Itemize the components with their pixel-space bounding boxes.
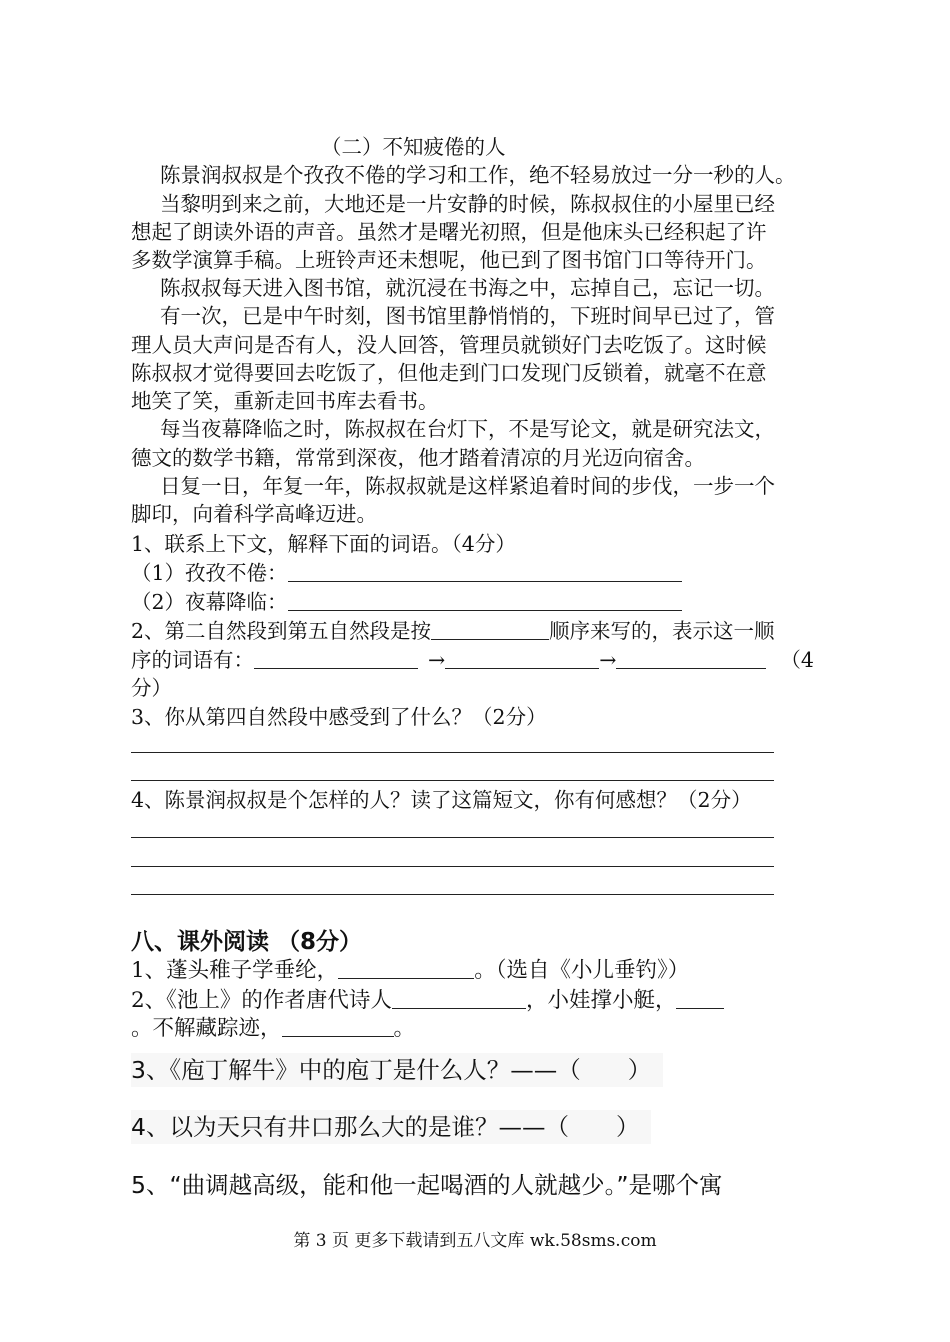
section-8-heading: 八、课外阅读 （8分） xyxy=(131,929,363,955)
answer-line-4b[interactable] xyxy=(131,866,774,867)
question-1b xyxy=(131,588,682,616)
answer-line-4c[interactable] xyxy=(131,894,774,895)
section-8-question-2-line-1 xyxy=(131,986,724,1016)
answer-blank-2-word-3[interactable] xyxy=(616,648,766,669)
answer-blank-1a[interactable] xyxy=(288,561,682,582)
arrow-1: → xyxy=(428,648,446,672)
answer-blank-2-word-1[interactable] xyxy=(254,648,418,669)
section-8-question-1 xyxy=(131,956,689,986)
s8-answer-blank-poet[interactable] xyxy=(392,988,526,1009)
s8-q2-text-d: 。 xyxy=(393,1016,416,1041)
s8-q1-text-b: 。（选自《小儿垂钓》） xyxy=(474,958,690,983)
paragraph-2-line-3: 多数学演算手稿。上班铃声还未想呢，他已到了图书馆门口等待开门。 xyxy=(131,248,767,272)
question-1: 1、联系上下文，解释下面的词语。（4分） xyxy=(131,532,516,556)
section-8-question-4: 4、以为天只有井口那么大的是谁？——（ ） xyxy=(131,1110,651,1144)
question-2-text-a: 2、第二自然段到第五自然段是按 xyxy=(131,619,432,643)
paragraph-5-line-1: 每当夜幕降临之时，陈叔叔在台灯下，不是写论文，就是研究法文， xyxy=(160,417,775,441)
section-title: （二）不知疲倦的人 xyxy=(321,135,506,159)
question-2-line-1 xyxy=(131,617,775,645)
s8-q2-text-a: 2、《池上》的作者唐代诗人 xyxy=(131,988,392,1013)
paragraph-3: 陈叔叔每天进入图书馆，就沉浸在书海之中，忘掉自己，忘记一切。 xyxy=(160,276,775,300)
question-4: 4、陈景润叔叔是个怎样的人？读了这篇短文，你有何感想？（2分） xyxy=(131,788,752,812)
question-3: 3、你从第四自然段中感受到了什么？（2分） xyxy=(131,705,547,729)
s8-q1-text-a: 1、蓬头稚子学垂纶， xyxy=(131,958,339,983)
paragraph-4-line-3: 陈叔叔才觉得要回去吃饭了，但他走到门口发现门反锁着，就毫不在意 xyxy=(131,361,767,385)
answer-line-3a[interactable] xyxy=(131,752,774,753)
paragraph-4-line-4: 地笑了笑，重新走回书库去看书。 xyxy=(131,389,439,413)
answer-blank-2-order[interactable] xyxy=(431,619,549,640)
paragraph-5-line-2: 德文的数学书籍，常常到深夜，他才踏着清凉的月光迈向宿舍。 xyxy=(131,446,705,470)
question-1a xyxy=(131,559,682,587)
answer-line-4a[interactable] xyxy=(131,837,774,838)
paragraph-4-line-2: 理人员大声问是否有人，没人回答，管理员就锁好门去吃饭了。这时候 xyxy=(131,333,767,357)
s8-answer-blank-line-2[interactable] xyxy=(282,1016,394,1037)
s8-answer-blank-line-1[interactable] xyxy=(676,988,724,1009)
question-1b-label: （2）夜幕降临： xyxy=(131,590,288,614)
paragraph-2-line-2: 想起了朗读外语的声音。虽然才是曙光初照，但是他床头已经积起了许 xyxy=(131,220,767,244)
question-2-line-2 xyxy=(131,646,814,674)
section-8-question-3: 3、《庖丁解牛》中的庖丁是什么人？——（ ） xyxy=(131,1053,663,1087)
paragraph-2-line-1: 当黎明到来之前，大地还是一片安静的时候，陈叔叔住的小屋里已经 xyxy=(160,192,775,216)
question-2-text-b: 顺序来写的，表示这一顺 xyxy=(549,619,775,643)
question-1a-label: （1）孜孜不倦： xyxy=(131,561,288,585)
s8-q2-text-b: ，小娃撑小艇， xyxy=(525,988,677,1013)
section-8-question-5: 5、“曲调越高级，能和他一起喝酒的人就越少。”是哪个寓 xyxy=(131,1168,735,1202)
paragraph-6-line-2: 脚印，向着科学高峰迈进。 xyxy=(131,502,377,526)
paragraph-4-line-1: 有一次，已是中午时刻，图书馆里静悄悄的，下班时间早已过了，管 xyxy=(160,304,775,328)
s8-q2-text-c: 。不解藏踪迹， xyxy=(131,1016,282,1041)
paragraph-6-line-1: 日复一日，年复一年，陈叔叔就是这样紧追着时间的步伐，一步一个 xyxy=(160,474,775,498)
question-2-score-b: 分） xyxy=(131,676,172,700)
answer-line-3b[interactable] xyxy=(131,780,774,781)
arrow-2: → xyxy=(599,648,617,672)
page-footer: 第 3 页 更多下载请到五八文库 wk.58sms.com xyxy=(293,1231,657,1251)
question-2-score-a: （4 xyxy=(780,648,814,672)
section-8-question-2-line-2 xyxy=(131,1014,415,1044)
answer-blank-1b[interactable] xyxy=(288,590,682,611)
paragraph-1: 陈景润叔叔是个孜孜不倦的学习和工作，绝不轻易放过一分一秒的人。 xyxy=(160,163,796,187)
question-2-text-c: 序的词语有： xyxy=(131,648,254,672)
answer-blank-2-word-2[interactable] xyxy=(445,648,599,669)
s8-answer-blank-1[interactable] xyxy=(338,958,474,979)
